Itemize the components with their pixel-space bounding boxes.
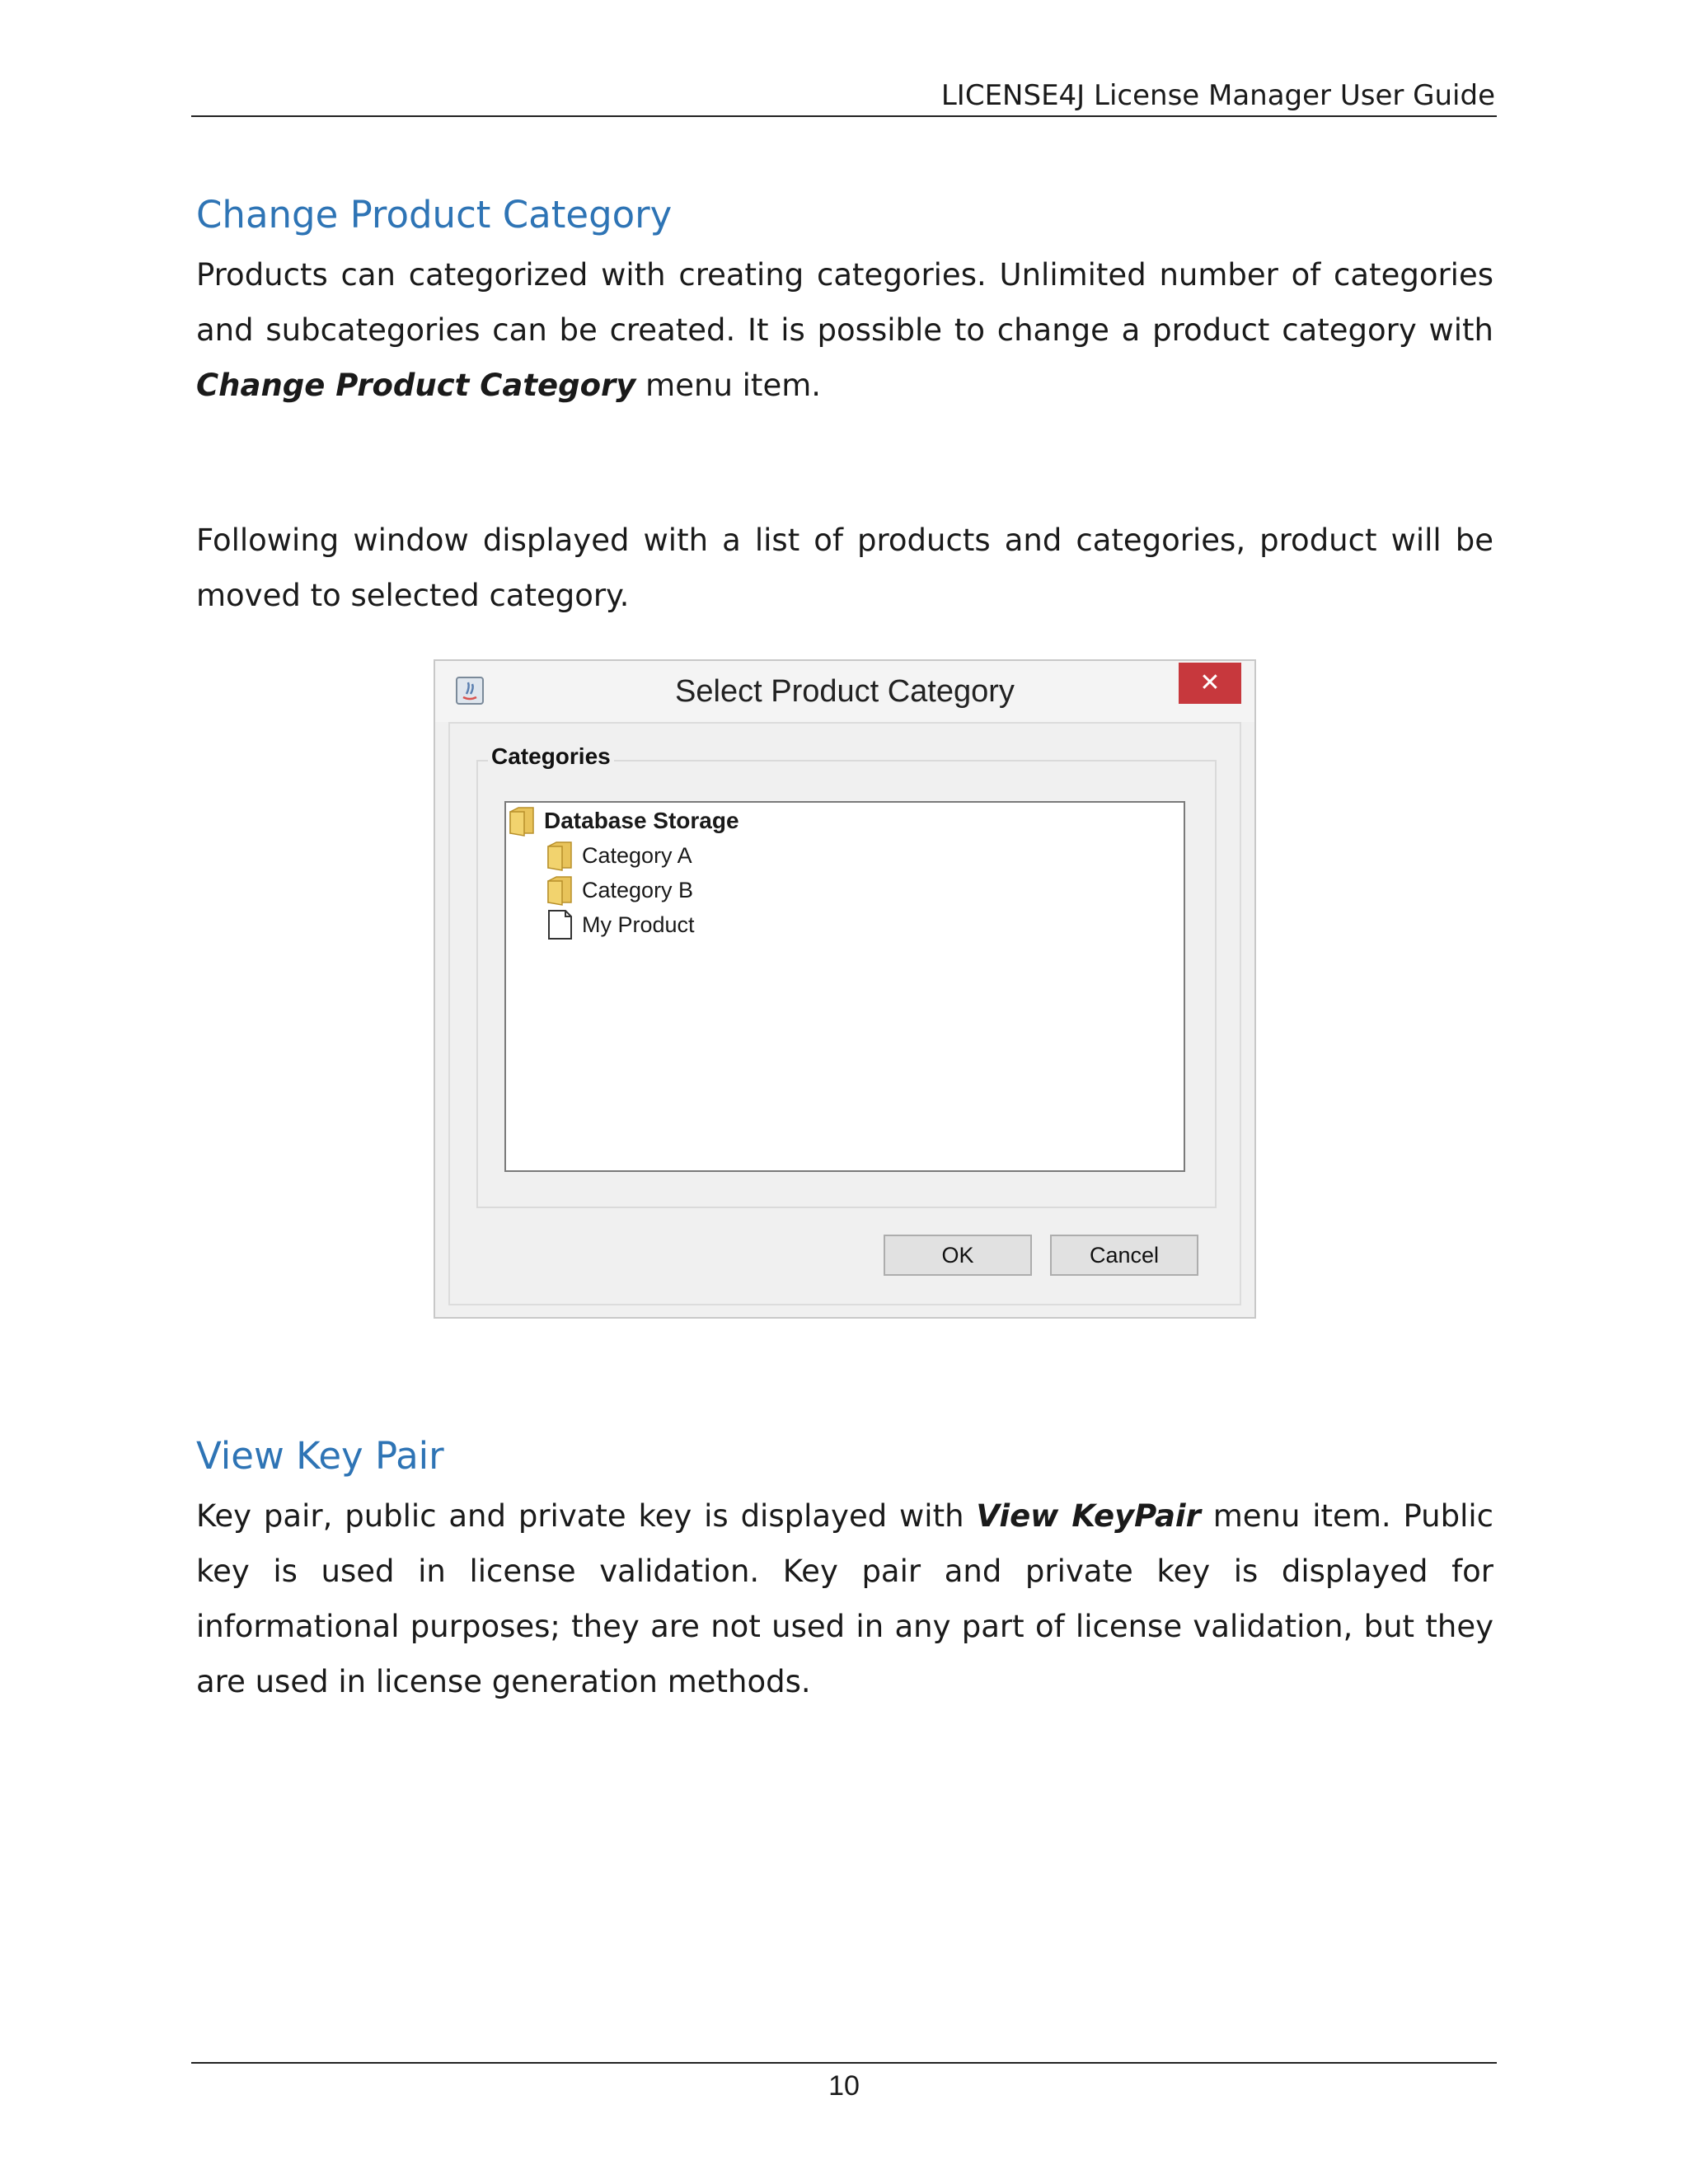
category-tree[interactable]	[504, 801, 1185, 1172]
section-title-change-category: Change Product Category	[196, 193, 673, 237]
tree-item-my-product[interactable]	[546, 908, 695, 941]
dialog-title: Select Product Category	[675, 674, 1015, 709]
paragraph-following-window: Following window displayed with a list of products and categories, product will be moved to selected category.	[196, 523, 1493, 613]
paragraph-change-category	[196, 247, 1493, 413]
header-title: LICENSE4J License Manager User Guide	[940, 79, 1495, 112]
folder-icon	[546, 874, 574, 906]
paragraph-emphasis: View KeyPair	[976, 1498, 1201, 1534]
paragraph-tail: menu item. Public key is used in license validation. Key pair and private key is displayed for informational purposes; they are not used in any part of license validation, but they are used in license generation methods.	[196, 1498, 1493, 1699]
folder-icon	[546, 840, 574, 871]
paragraph-text: Key pair, public and private key is displayed with	[196, 1498, 977, 1534]
dialog-content-panel	[448, 722, 1241, 1305]
categories-group-label: Categories	[488, 743, 614, 770]
cancel-button[interactable]: Cancel	[1050, 1235, 1198, 1276]
select-product-category-dialog	[434, 659, 1256, 1319]
document-icon	[546, 909, 574, 940]
section-title-view-key-pair: View Key Pair	[196, 1434, 444, 1478]
tree-item-category-b[interactable]	[546, 874, 693, 907]
page-number: 10	[828, 2070, 860, 2102]
dialog-titlebar[interactable]	[435, 661, 1254, 722]
paragraph-emphasis: Change Product Category	[196, 368, 636, 403]
tree-item-label: Category A	[582, 842, 692, 868]
paragraph-text: Products can categorized with creating categories. Unlimited number of categories and subcategories can be created. It is possible to change a product category with	[196, 257, 1493, 348]
ok-button[interactable]: OK	[884, 1235, 1032, 1276]
paragraph-tail: menu item.	[635, 368, 822, 403]
tree-item-label: My Product	[582, 912, 695, 937]
close-button[interactable]	[1179, 663, 1241, 704]
page-header	[191, 79, 1497, 117]
categories-group	[476, 743, 1217, 1208]
close-icon: ✕	[1199, 669, 1221, 696]
paragraph-view-key-pair	[196, 1488, 1493, 1709]
tree-item-label: Database Storage	[544, 808, 739, 833]
footer-divider	[191, 2062, 1497, 2064]
tree-item-database-storage[interactable]	[508, 804, 739, 837]
tree-item-label: Category B	[582, 877, 694, 902]
folder-icon	[508, 805, 536, 837]
tree-item-category-a[interactable]	[546, 839, 692, 872]
